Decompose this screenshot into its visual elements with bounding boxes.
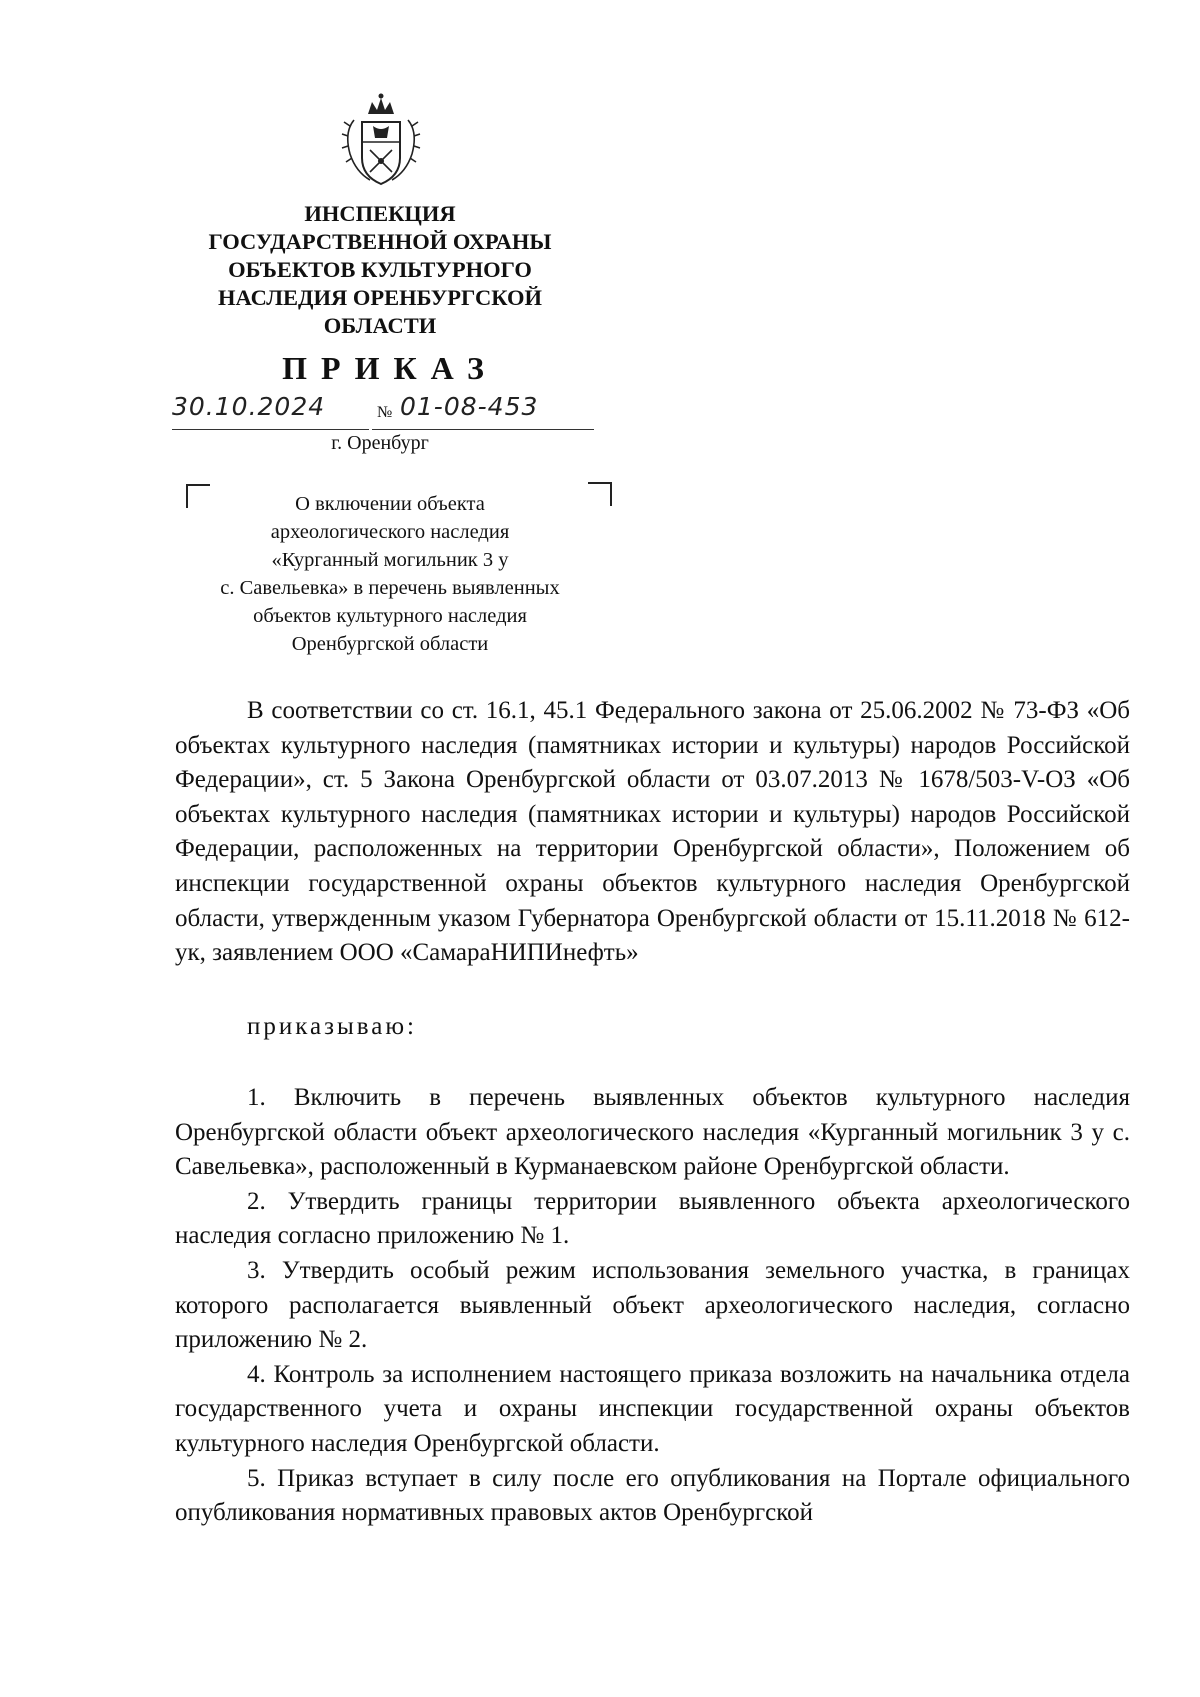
title-line: «Курганный могильник 3 у bbox=[271, 549, 509, 571]
agency-name bbox=[180, 200, 580, 340]
order-title bbox=[180, 490, 600, 658]
agency-name-line: НАСЛЕДИЯ ОРЕНБУРГСКОЙ bbox=[217, 285, 543, 310]
order-date: 30.10.2024 bbox=[172, 392, 326, 421]
preamble-text: В соответствии со ст. 16.1, 45.1 Федерального закона от 25.06.2002 № 73-ФЗ «Об объектах культурного наследия (памятниках истории и культуры) народов Российской Федерации», ст. 5 Закона Оренбургской области от 03.07.2013 № 1678/503-V-ОЗ «Об объектах культурного наследия (памятниках истории и культуры) народов Российской Федерации, расположенных на территории Оренбургской области», Положением об инспекции государственной охраны объектов культурного наследия Оренбургской области, утвержденным указом Губернатора Оренбургской области от 15.11.2018 № 612-ук, заявлением ООО «СамараНИПИнефть» bbox=[175, 697, 1130, 967]
document-type: ПРИКАЗ bbox=[282, 350, 498, 386]
order-item: 5. Приказ вступает в силу после его опубликования на Портале официального опубликования нормативных правовых актов Оренбургской bbox=[175, 1464, 1130, 1527]
order-number: 01-08-453 bbox=[400, 392, 539, 421]
title-line: Оренбургской области bbox=[291, 633, 489, 655]
preamble bbox=[175, 694, 1130, 971]
date-underline bbox=[172, 429, 369, 430]
agency-name-line: ИНСПЕКЦИЯ bbox=[304, 201, 456, 226]
city: г. Оренбург bbox=[331, 432, 429, 454]
order-item: 2. Утвердить границы территории выявленного объекта археологического наследия согласно приложению № 1. bbox=[175, 1187, 1130, 1250]
title-line: археологического наследия bbox=[270, 521, 510, 543]
order-verb: приказываю: bbox=[247, 1013, 417, 1040]
agency-name-line: ОБЪЕКТОВ КУЛЬТУРНОГО bbox=[228, 257, 532, 282]
order-number-label: № bbox=[377, 404, 393, 421]
title-line: с. Савельевка» в перечень выявленных bbox=[220, 577, 560, 599]
orenburg-coat-of-arms-icon bbox=[340, 92, 422, 192]
title-line: О включении объекта bbox=[295, 493, 485, 515]
agency-name-line: ОБЛАСТИ bbox=[323, 313, 437, 338]
order-item: 3. Утвердить особый режим использования земельного участка, в границах которого располагается выявленный объект археологического наследия, согласно приложению № 2. bbox=[175, 1256, 1130, 1354]
order-item: 1. Включить в перечень выявленных объектов культурного наследия Оренбургской области объект археологического наследия «Курганный могильник 3 у с. Савельевка», расположенный в Курманаевском районе Оренбургской области. bbox=[175, 1084, 1130, 1181]
title-line: объектов культурного наследия bbox=[253, 605, 527, 627]
order-item: 4. Контроль за исполнением настоящего приказа возложить на начальника отдела государственного учета и охраны инспекции государственной охраны объектов культурного наследия Оренбургской области. bbox=[175, 1360, 1130, 1457]
number-underline bbox=[372, 429, 594, 430]
order-items bbox=[175, 1081, 1130, 1531]
agency-name-line: ГОСУДАРСТВЕННОЙ ОХРАНЫ bbox=[208, 229, 552, 254]
